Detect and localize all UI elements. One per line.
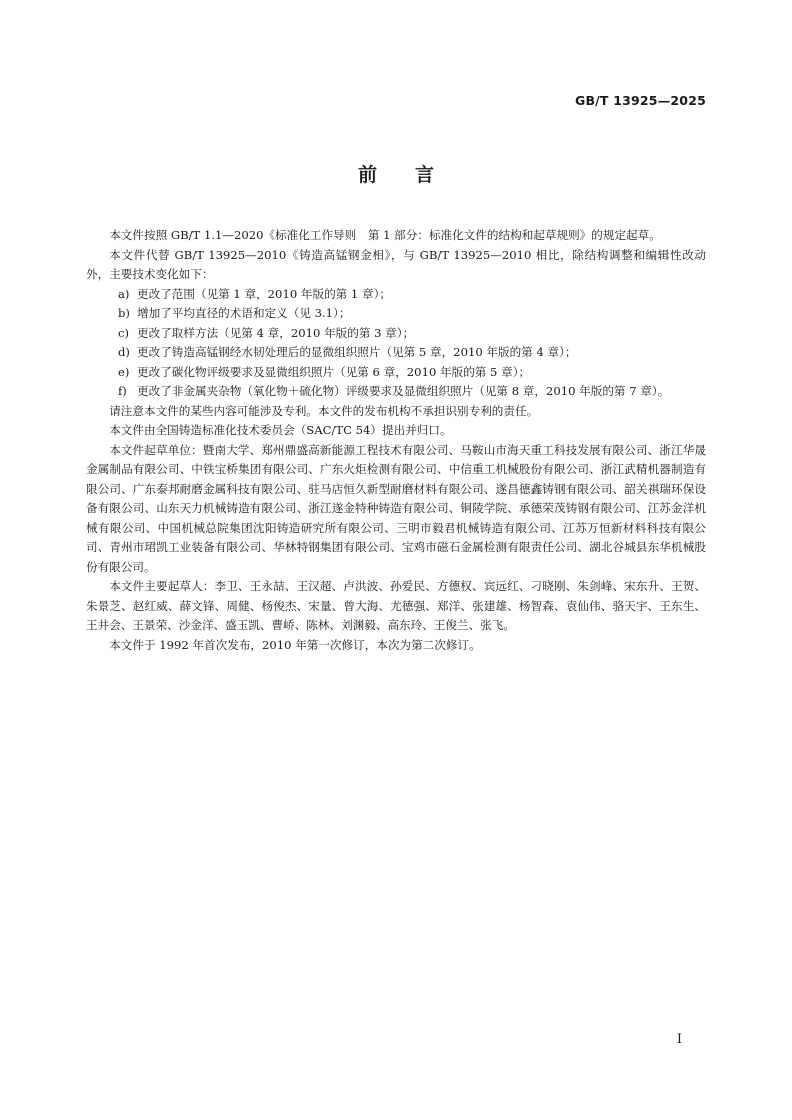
page-number: I xyxy=(676,1032,682,1047)
paragraph: 本文件代替 GB/T 13925—2010《铸造高锰钢金相》，与 GB/T 13925—2010 相比，除结构调整和编辑性改动外，主要技术变化如下： xyxy=(86,247,706,281)
list-item xyxy=(86,343,706,363)
patent-notice: 请注意本文件的某些内容可能涉及专利。本文件的发布机构不承担识别专利的责任。 xyxy=(109,403,539,418)
list-item-label: f) xyxy=(118,384,127,398)
changes-list xyxy=(86,285,706,402)
committee-statement: 本文件由全国铸造标准化技术委员会（SAC/TC 54）提出并归口。 xyxy=(109,423,452,437)
list-item-label: c) xyxy=(118,325,130,340)
list-item-text: 更改了碳化物评级要求及显微组织照片（见第 6 章，2010 年版的第 5 章）； xyxy=(137,364,531,379)
list-item xyxy=(86,285,706,305)
page-title: 前言 xyxy=(357,164,472,186)
drafting-units: 本文件起草单位：暨南大学、郑州鼎盛高新能源工程技术有限公司、马鞍山市海天重工科技发展有限公司、浙江华晟金属制品有限公司、中铁宝桥集团有限公司、广东火炬检测有限公司、中信重工机械股份有限公司、浙江武精机器制造有限公司、广东泰邦耐磨金属科技有限公司、驻马店恒久新型耐磨材料有限公司、遂昌德鑫铸钢有限公司、韶关祺瑞环保设备有限公司、山东天力机械铸造有限公司、浙江遂金特种铸造有限公司、铜陵学院、承德荣茂铸钢有限公司、江苏金洋机械有限公司、中国机械总院集团沈阳铸造研究所有限公司、三明市毅君机械铸造有限公司、江苏万恒新材料科技有限公司、青州市珺凯工业装备有限公司、华林特钢集团有限公司、宝鸡市磁石金属检测有限责任公司、湖北谷城县东华机械股份有限公司。 xyxy=(86,442,706,574)
drafters: 本文件主要起草人：李卫、王永喆、王汉超、卢洪波、孙爱民、方德权、宾远红、刁晓刚、朱剑峰、宋东升、王贺、朱景芝、赵红威、薛文锋、周健、杨俊杰、宋量、曾大海、尤德强、郑洋、张建雄、杨智森、袁仙伟、骆天宇、王东生、王井会、王景荣、沙金洋、盛玉凯、曹峤、陈林、刘渊毅、高东玲、王俊兰、张飞。 xyxy=(86,579,706,632)
list-item xyxy=(86,382,706,402)
list-item xyxy=(86,363,706,383)
list-item-text: 更改了非金属夹杂物（氧化物＋硫化物）评级要求及显微组织照片（见第 8 章，2010 年版的第 7 章）。 xyxy=(137,384,670,398)
list-item-text: 更改了范围（见第 1 章，2010 年版的第 1 章）； xyxy=(137,286,391,301)
list-item-label: b) xyxy=(118,306,130,320)
list-item xyxy=(86,304,706,324)
list-item-text: 增加了平均直径的术语和定义（见 3.1）； xyxy=(137,306,351,320)
paragraph: 本文件按照 GB/T 1.1—2020《标准化工作导则 第 1 部分：标准化文件的结构和起草规则》的规定起草。 xyxy=(109,228,661,242)
list-item-text: 更改了铸造高锰钢经水韧处理后的显微组织照片（见第 5 章，2010 年版的第 4 章）； xyxy=(137,345,577,359)
list-item-label: d) xyxy=(118,345,130,359)
standard-code: GB/T 13925—2025 xyxy=(574,93,706,108)
document-body xyxy=(86,226,706,655)
list-item-text: 更改了取样方法（见第 4 章，2010 年版的第 3 章）； xyxy=(137,325,415,340)
publication-history: 本文件于 1992 年首次发布，2010 年第一次修订，本次为第二次修订。 xyxy=(109,637,481,652)
list-item-label: e) xyxy=(118,364,130,379)
list-item-label: a) xyxy=(118,286,130,301)
list-item xyxy=(86,324,706,344)
